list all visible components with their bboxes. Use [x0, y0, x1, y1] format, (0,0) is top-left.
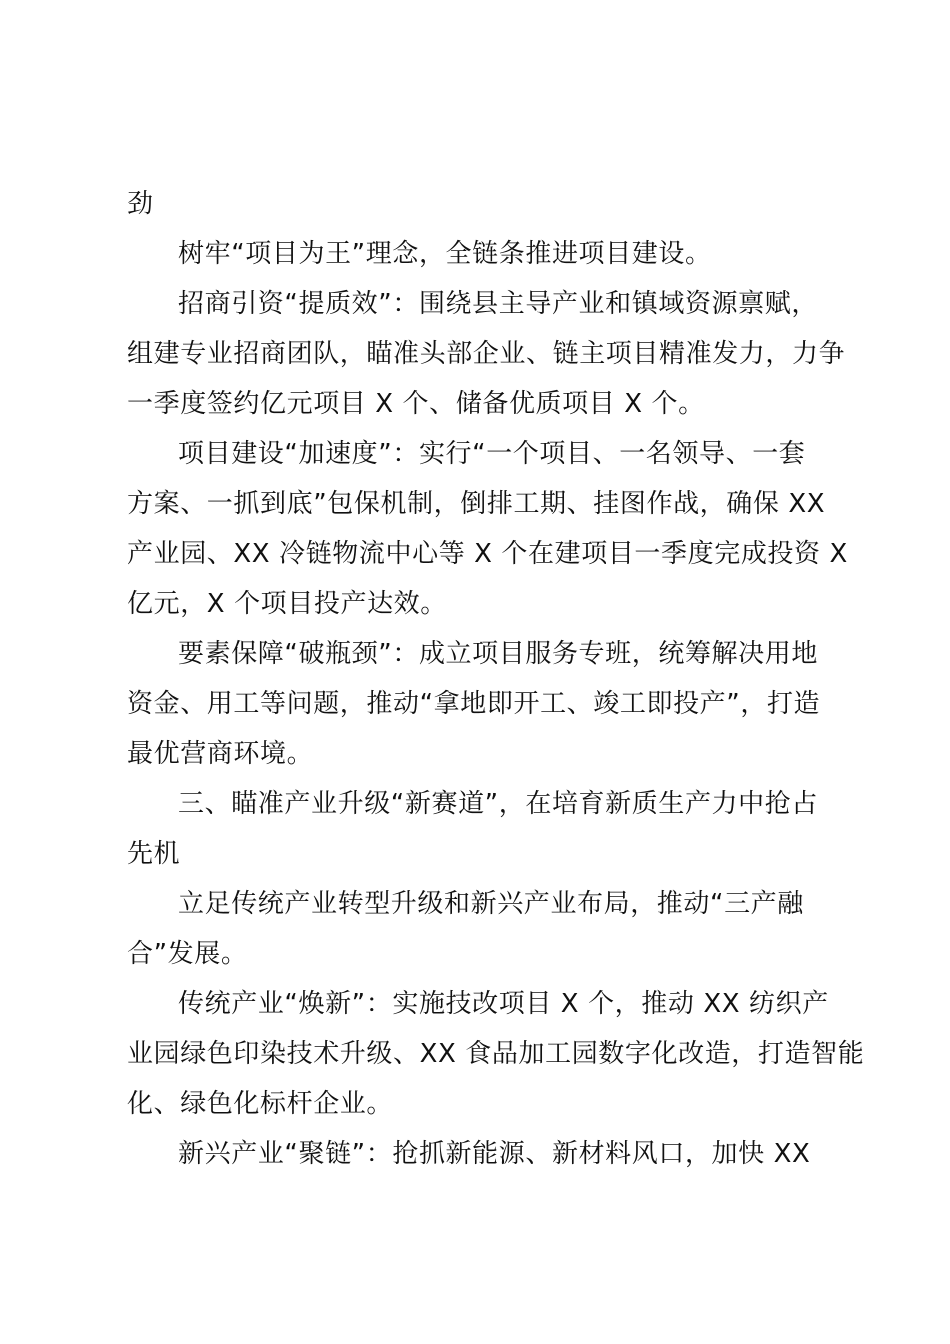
text-line: 劲	[127, 189, 154, 219]
text-line: 方案、一抓到底”包保机制，倒排工期、挂图作战，确保 XX	[127, 489, 826, 519]
paragraph-line: 新兴产业“聚链”：抢抓新能源、新材料风口，加快 XX	[178, 1139, 811, 1169]
paragraph-line: 立足传统产业转型升级和新兴产业布局，推动“三产融	[178, 889, 804, 919]
text-line: 最优营商环境。	[127, 739, 314, 769]
paragraph-line: 招商引资“提质效”：围绕县主导产业和镇域资源禀赋，	[178, 289, 818, 319]
text-line: 一季度签约亿元项目 X 个、储备优质项目 X 个。	[127, 389, 705, 419]
text-line: 合”发展。	[127, 939, 248, 969]
paragraph-line: 传统产业“焕新”：实施技改项目 X 个，推动 XX 纺织产	[178, 989, 829, 1019]
text-line: 组建专业招商团队，瞄准头部企业、链主项目精准发力，力争	[127, 339, 846, 369]
text-line: 亿元，X 个项目投产达效。	[127, 589, 447, 619]
text-line: 产业园、XX 冷链物流中心等 X 个在建项目一季度完成投资 X	[127, 539, 848, 569]
paragraph-line: 要素保障“破瓶颈”：成立项目服务专班，统筹解决用地	[178, 639, 818, 669]
text-line: 化、绿色化标杆企业。	[127, 1089, 394, 1119]
paragraph-line: 树牢“项目为王”理念，全链条推进项目建设。	[178, 239, 712, 269]
text-line: 业园绿色印染技术升级、XX 食品加工园数字化改造，打造智能	[127, 1039, 865, 1069]
paragraph-line: 项目建设“加速度”：实行“一个项目、一名领导、一套	[178, 439, 806, 469]
text-line: 资金、用工等问题，推动“拿地即开工、竣工即投产”，打造	[127, 689, 821, 719]
section-heading-line: 三、瞄准产业升级“新赛道”，在培育新质生产力中抢占	[178, 789, 818, 819]
section-heading-line: 先机	[127, 839, 181, 869]
